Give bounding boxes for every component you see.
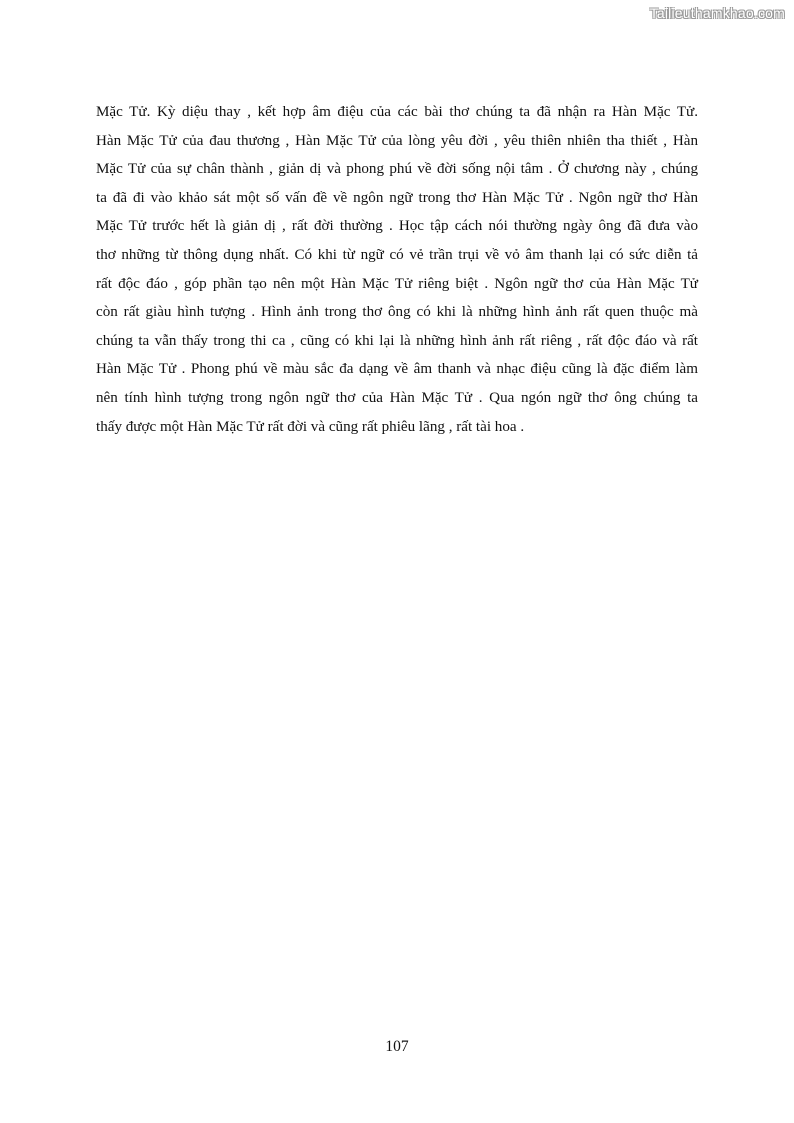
watermark-text: Tailieuthamkhao.com (649, 5, 785, 21)
paragraph-line: Mặc Tử của sự chân thành , giản dị và phong phú về đời sống nội tâm . Ở chương này , chúng (96, 161, 698, 178)
paragraph-line: nên tính hình tượng trong ngôn ngữ thơ của Hàn Mặc Tử . Qua ngón ngữ thơ ông chúng ta (96, 389, 698, 406)
paragraph-line: thấy được một Hàn Mặc Tử rất đời và cũng rất phiêu lãng , rất tài hoa . (96, 418, 525, 435)
paragraph-line: Mặc Tử trước hết là giản dị , rất đời thường . Học tập cách nói thường ngày ông đã đưa vào (96, 218, 698, 235)
paragraph-line: Mặc Tử. Kỳ diệu thay , kết hợp âm điệu của các bài thơ chúng ta đã nhận ra Hàn Mặc Tử. (96, 104, 698, 120)
paragraph-line: ta đã đi vào khảo sát một số vấn đề về ngôn ngữ trong thơ Hàn Mặc Tử . Ngôn ngữ thơ Hàn (96, 189, 698, 206)
paragraph-line: thơ những từ thông dụng nhất. Có khi từ ngữ có vẻ trần trụi về vỏ âm thanh lại có sức diễn tả (96, 246, 698, 263)
paragraph-line: chúng ta vẫn thấy trong thi ca , cũng có khi lại là những hình ảnh rất riêng , rất độc đáo và rất (96, 332, 698, 349)
paragraph-line: Hàn Mặc Tử của đau thương , Hàn Mặc Tử của lòng yêu đời , yêu thiên nhiên tha thiết , Hàn (96, 132, 698, 149)
paragraph-line: rất độc đáo , góp phần tạo nên một Hàn Mặc Tử riêng biệt . Ngôn ngữ thơ của Hàn Mặc Tử (96, 275, 698, 292)
paragraph-line: Hàn Mặc Tử . Phong phú về màu sắc đa dạng về âm thanh và nhạc điệu cũng là đặc điểm làm (96, 361, 698, 378)
page-number: 107 (385, 1038, 409, 1055)
paragraph-line: còn rất giàu hình tượng . Hình ảnh trong thơ ông có khi là những hình ảnh rất quen thuộc mà (96, 304, 698, 321)
body-paragraph (96, 98, 698, 441)
